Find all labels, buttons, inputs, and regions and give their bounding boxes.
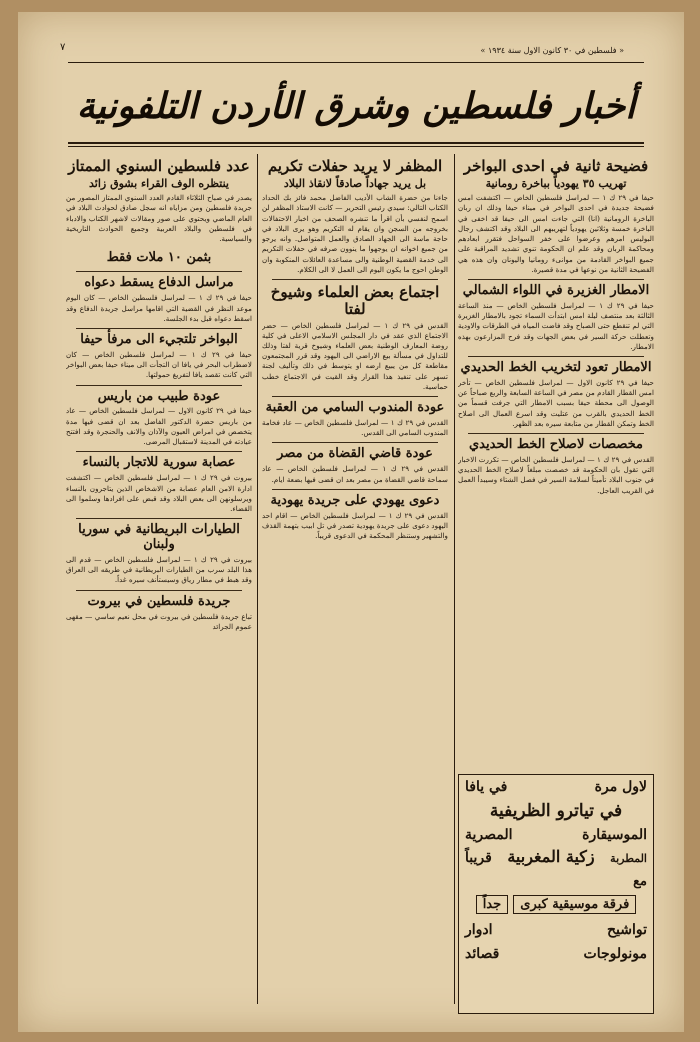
ad-soon: قريباً [465, 850, 492, 866]
newspaper-page [18, 12, 684, 1032]
ad-singer-label: المطربة [610, 852, 647, 865]
ad-egyptian-label: المصرية [465, 827, 513, 843]
subhead-annual-issue: ينتظره الوف القراء بشوق زائد [89, 177, 229, 191]
article-syrian-gang-body: بيروت في ٢٩ ك ١ — لمراسل فلسطين الخاص — اكتشفت ادارة الامن العام عصابة من الاشخاص الذين يتاجرون بالنساء ويرسلونهن الى بعض البلاد وقد قبض على افرادها وسلموا الى القضاء. [66, 473, 252, 513]
article-difaa-correspondent-body: حيفا في ٢٩ ك ١ — لمراسل فلسطين الخاص — كان اليوم موعد النظر في القضية التي اقامها مراسل جريدة الدفاع وقد اسقط دعواه قبل بدء الجلسة. [66, 293, 252, 323]
page-number: ٧ [60, 42, 66, 53]
dateline: « فلسطين في ٣٠ كانون الاول سنة ١٩٣٤ » [480, 46, 624, 55]
headline-heavy-rain: الامطار الغزيرة في اللواء الشمالي [462, 283, 650, 298]
headline-difaa-correspondent: مراسل الدفاع يسقط دعواه [84, 275, 234, 291]
separator [468, 356, 644, 357]
top-rule [68, 62, 644, 63]
subhead-muzaffar: بل يريد جهاداً صادقاً لانقاذ البلاد [283, 177, 427, 191]
article-heavy-rain-body: حيفا في ٢٩ ك ١ — لمراسل فلسطين الخاص — منذ الساعة الثالثة بعد منتصف ليلة امس ابتدأت السماء تجود بالامطار الغزيرة التي لم تنقطع حتى الصباح وقد فاضت المياه في الطرقات والاودية وتعطلت حركة السير في بعض الجهات وقد فرح المزارعون بهذه الامطار. [458, 300, 654, 351]
separator [272, 442, 438, 443]
headline-muzaffar: المظفر لا يريد حفلات تكريم [267, 157, 443, 175]
article-annual-issue-body: يصدر في صباح الثلاثاء القادم العدد السنوي الممتاز المصور من جريدة فلسطين ومن مزاياه انه سجل صادق لحوادث البلاد في العام الماضي ويحتوي على صور ومقالات لاشهر الكتاب والادباء في فلسطين والبلاد العربية وجميع الحوادث التاريخية والسياسية. [66, 193, 252, 244]
subhead-smuggling: تهريب ٣٥ يهودياً بباخرة رومانية [485, 177, 627, 191]
article-scandal-body: حيفا في ٢٩ ك ١ — لمراسل فلسطين الخاص — اكتشفت امس فضيحة جديدة في احدى البواخر في ميناء حيفا وذلك ان ربان الباخرة الرومانية (انا) التي جاءت امس الى حيفا قد اخفى في الباخرة خمسة وثلاثين يهودياً لتهريبهم الى البلاد وقد اكتشف رجال البوليس امرهم وعرضوا على خفر السواحل فتقرر ابعادهم ومحاكمة الربان وقد علم ان الحكومة تنوي تشديد المراقبة على جميع البواخر القادمة من موانىء رومانيا واليونان وان هذه هي الفضيحة الثانية من نوعها في مدة قصيرة. [458, 193, 654, 274]
running-head [78, 46, 624, 60]
headline-doctor-return: عودة طبيب من باريس [97, 388, 221, 404]
article-high-commissioner-body: القدس في ٢٩ ك ١ — لمراسل فلسطين الخاص — عاد فخامة المندوب السامي الى القدس. [262, 417, 448, 438]
article-muzaffar-body: جاءنا من حضرة الشاب الأديب الفاضل محمد فائز بك الحداد الكتاب التالي: سيدي رئيس التحرير — كانت الاستاذ المظفر لن اسمح لنفسي بأن اقرأ ما تنشره الصحف من اخبار الاحتفالات بخروجه من السجن وان يقام له التكريم وهو يرى البلاد في حاجة ماسة الى الجهاد الصادق والعمل المتواصل. وانه يرجو من جميع اخوانه ان يوجهوا ما ينوون صرفه في حفلات التكريم الى خدمة القضية الوطنية والى مساعدة العائلات المنكوبة وان الوطن احوج ما يكون اليوم الى العمل لا الى الكلام. [262, 193, 448, 274]
headline-falastin-beirut: جريدة فلسطين في بيروت [87, 593, 231, 609]
headline-chief-judge: عودة قاضي القضاة من مصر [277, 446, 433, 462]
headline-rail-funds: مخصصات لاصلاح الخط الحديدي [469, 437, 643, 453]
headline-high-commissioner: عودة المندوب السامي من العقبة [265, 400, 445, 416]
masthead: أخبار فلسطين وشرق الأردن التلفونية [76, 85, 636, 127]
separator [272, 279, 438, 280]
right-column [458, 154, 654, 769]
separator [468, 279, 644, 280]
ad-with: مع [633, 874, 647, 889]
separator [272, 489, 438, 490]
left-column [66, 154, 252, 824]
ad-adwar: ادوار [465, 922, 493, 938]
masthead-rule [68, 142, 644, 144]
article-rail-funds-body: القدس في ٢٩ ك ١ — لمراسل فلسطين الخاص — تكررت الاخبار التي تقول بان الحكومة قد خصصت مبلغاً لاصلاح الخط الحديدي في جنوب البلاد تأميناً لسلامة السير في فصل الشتاء وسيبدأ العمل في القريب العاجل. [458, 455, 654, 495]
article-british-planes-body: بيروت في ٢٩ ك ١ — لمراسل فلسطين الخاص — قدم الى هذا البلد سرب من الطيارات البريطانية في طريقه الى العراق وقد هبط في مطار رياق وسيستأنف سيره غداً. [66, 555, 252, 585]
headline-scandal: فضيحة ثانية في احدى البواخر [463, 157, 649, 175]
headline-syrian-gang: عصابة سورية للاتجار بالنساء [82, 455, 236, 471]
ad-orchestra-tail: جداً [476, 895, 508, 914]
article-ships-haifa-body: حيفا في ٢٩ ك ١ — لمراسل فلسطين الخاص — كان لاضطراب البحر في يافا ان التجأت الى ميناء حيفا بعض البواخر التي كانت تقصد يافا لتفريغ حمولتها. [66, 349, 252, 380]
separator [76, 590, 242, 591]
headline-lawsuit: دعوى يهودي على جريدة يهودية [270, 492, 440, 508]
headline-lifta-meeting: اجتماع بعض العلماء وشيوخ لفتا [270, 283, 440, 319]
masthead-rule-thin [68, 146, 644, 147]
article-doctor-return-body: حيفا في ٢٩ كانون الاول — لمراسل فلسطين الخاص — عاد من باريس حضرة الدكتور الفاضل بعد ان قضى فيها مدة يتخصص في امراض العيون والآذان والانف والحنجرة وقد افتتح عيادته في المدينة لاستقبال المرضى. [66, 406, 252, 447]
separator [272, 396, 438, 397]
middle-column [262, 154, 448, 1009]
article-lifta-meeting-body: القدس في ٢٩ ك ١ — لمراسل فلسطين الخاص — حضر الاجتماع الذي عقد في دار المجلس الاسلامي الاعلى في كلية روضة المعارف الوطنية بعض العلماء وشيوخ قرية لفتا وذلك للتداول في مسألة بيع الاراضي الى اليهود وقد قرر المجتمعون مقاطعة كل من يبيع ارضه او يتوسط في ذلك وتأليف لجنة تسهر على تنفيذ هذا القرار وقد القيت في الاجتماع خطب حماسية. [262, 320, 448, 391]
separator [468, 433, 644, 434]
headline-annual-issue: عدد فلسطين السنوي الممتاز [68, 157, 250, 175]
separator [76, 518, 242, 519]
ad-performer-name: زكية المغربية [507, 847, 595, 866]
article-rail-damage-body: حيفا في ٢٩ كانون الاول — لمراسل فلسطين الخاص — تأخر امس القطار القادم من مصر في الساعة السابعة والربع صباحاً عن الوصول الى محطة حيفا بسبب الامطار التي جرفت قسماً من الخط الحديدي بالقرب من عتليت وقد اسرع العمال الى اصلاح الخط وتمكن القطار من متابعة سيره بعد الظهر. [458, 377, 654, 428]
ad-poems: قصائد [465, 946, 500, 962]
ad-musician-label: الموسيقارة [582, 827, 647, 843]
column-divider-right [454, 154, 455, 1004]
ad-orchestra: فرقة موسيقية كبرى [513, 895, 636, 914]
theatre-advertisement [458, 774, 654, 1014]
headline-british-planes: الطيارات البريطانية في سوريا ولبنان [78, 522, 240, 553]
ad-theatre-name: في تياترو الظريفية [489, 801, 623, 821]
separator [76, 451, 242, 452]
ad-monologues: مونولوجات [583, 946, 647, 962]
ad-tawashih: تواشيح [606, 922, 647, 938]
annual-issue-price: بثمن ١٠ ملات فقط [106, 250, 212, 266]
headline-rail-damage: الامطار تعود لتخريب الخط الحديدي [460, 360, 652, 376]
ad-in-jaffa: في يافا [465, 779, 508, 795]
separator [76, 271, 242, 272]
ad-first-time: لاول مرة [594, 779, 647, 795]
article-falastin-beirut-body: تباع جريدة فلسطين في بيروت في محل نعيم ساسي — مقهى عموم الجرائد [66, 611, 252, 631]
article-chief-judge-body: القدس في ٢٩ ك ١ — لمراسل فلسطين الخاص — عاد سماحة قاضي القضاة من مصر بعد ان قضى فيها بضعة ايام. [262, 464, 448, 484]
separator [76, 328, 242, 329]
column-divider-left [257, 154, 258, 1004]
article-lawsuit-body: القدس في ٢٩ ك ١ — لمراسل فلسطين الخاص — اقام احد اليهود دعوى على جريدة يهودية تصدر في تل ابيب بتهمة القذف والتشهير وستنظر المحكمة في الدعوى قريباً. [262, 510, 448, 541]
separator [76, 385, 242, 386]
headline-ships-haifa: البواخر تلتجيء الى مرفأ حيفا [80, 331, 238, 347]
